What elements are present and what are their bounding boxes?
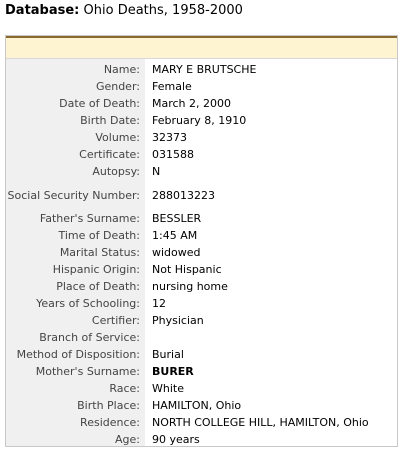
field-row-mother-surname bbox=[6, 363, 397, 380]
database-name: Ohio Deaths, 1958-2000 bbox=[83, 3, 243, 18]
field-row-gender bbox=[6, 78, 397, 95]
field-label: Name: bbox=[103, 63, 140, 76]
field-label: Autopsy: bbox=[92, 165, 140, 178]
field-value: 288013223 bbox=[152, 188, 215, 202]
field-row-volume bbox=[6, 129, 397, 146]
field-value: Female bbox=[152, 80, 192, 93]
field-value: BURER bbox=[152, 365, 194, 378]
field-label: Social Security Number: bbox=[7, 188, 140, 202]
field-row-certificate bbox=[6, 146, 397, 163]
record-banner bbox=[6, 38, 397, 58]
field-label: Certifier: bbox=[91, 314, 140, 327]
field-label: Certificate: bbox=[79, 148, 140, 161]
field-value: 90 years bbox=[152, 433, 200, 446]
database-header bbox=[5, 3, 243, 19]
field-row-autopsy bbox=[6, 163, 397, 180]
field-label: Date of Death: bbox=[59, 97, 140, 110]
field-value: nursing home bbox=[152, 280, 228, 293]
field-label: Father's Surname: bbox=[39, 212, 140, 225]
field-value: 1:45 AM bbox=[152, 229, 198, 242]
field-value: widowed bbox=[152, 246, 201, 259]
field-label: Marital Status: bbox=[59, 246, 140, 259]
field-label: Method of Disposition: bbox=[16, 348, 140, 361]
field-row-father-surname bbox=[6, 210, 397, 227]
field-row-place-of-death bbox=[6, 278, 397, 295]
field-row-certifier bbox=[6, 312, 397, 329]
field-row-date-of-death bbox=[6, 95, 397, 112]
field-label: Volume: bbox=[95, 131, 140, 144]
field-row-time-of-death bbox=[6, 227, 397, 244]
field-row-method-of-disposition bbox=[6, 346, 397, 363]
field-row-years-of-schooling bbox=[6, 295, 397, 312]
field-label: Branch of Service: bbox=[39, 331, 140, 344]
field-label: Place of Death: bbox=[56, 280, 140, 293]
field-label: Residence: bbox=[80, 416, 140, 429]
field-row-age bbox=[6, 431, 397, 448]
field-row-race bbox=[6, 380, 397, 397]
field-value: BESSLER bbox=[152, 212, 202, 225]
field-label: Birth Date: bbox=[80, 114, 140, 127]
field-value: N bbox=[152, 165, 161, 178]
field-label: Years of Schooling: bbox=[36, 297, 140, 310]
field-value: Not Hispanic bbox=[152, 263, 222, 276]
field-value: Physician bbox=[152, 314, 204, 327]
field-label: Hispanic Origin: bbox=[52, 263, 140, 276]
field-label: Age: bbox=[115, 433, 140, 446]
record-panel bbox=[5, 35, 398, 447]
field-row-branch-of-service bbox=[6, 329, 397, 346]
field-value: 031588 bbox=[152, 148, 194, 161]
field-label: Gender: bbox=[95, 80, 140, 93]
field-value: MARY E BRUTSCHE bbox=[152, 63, 257, 76]
field-row-residence bbox=[6, 414, 397, 431]
field-row-name bbox=[6, 61, 397, 78]
field-row-marital-status bbox=[6, 244, 397, 261]
field-value: March 2, 2000 bbox=[152, 97, 232, 110]
field-row-ssn bbox=[6, 180, 397, 210]
field-row-birth-place bbox=[6, 397, 397, 414]
field-label: Birth Place: bbox=[77, 399, 140, 412]
field-value: 32373 bbox=[152, 131, 187, 144]
field-label: Race: bbox=[109, 382, 140, 395]
field-value: HAMILTON, Ohio bbox=[152, 399, 242, 412]
field-label: Time of Death: bbox=[58, 229, 140, 242]
field-value: Burial bbox=[152, 348, 184, 361]
field-label: Mother's Surname: bbox=[35, 365, 140, 378]
field-value: February 8, 1910 bbox=[152, 114, 247, 127]
field-row-birth-date bbox=[6, 112, 397, 129]
field-value: NORTH COLLEGE HILL, HAMILTON, Ohio bbox=[152, 416, 369, 429]
database-label: Database: bbox=[5, 3, 80, 18]
field-row-hispanic-origin bbox=[6, 261, 397, 278]
field-value: White bbox=[152, 382, 184, 395]
field-value: 12 bbox=[152, 297, 166, 310]
record-fields bbox=[6, 61, 397, 448]
